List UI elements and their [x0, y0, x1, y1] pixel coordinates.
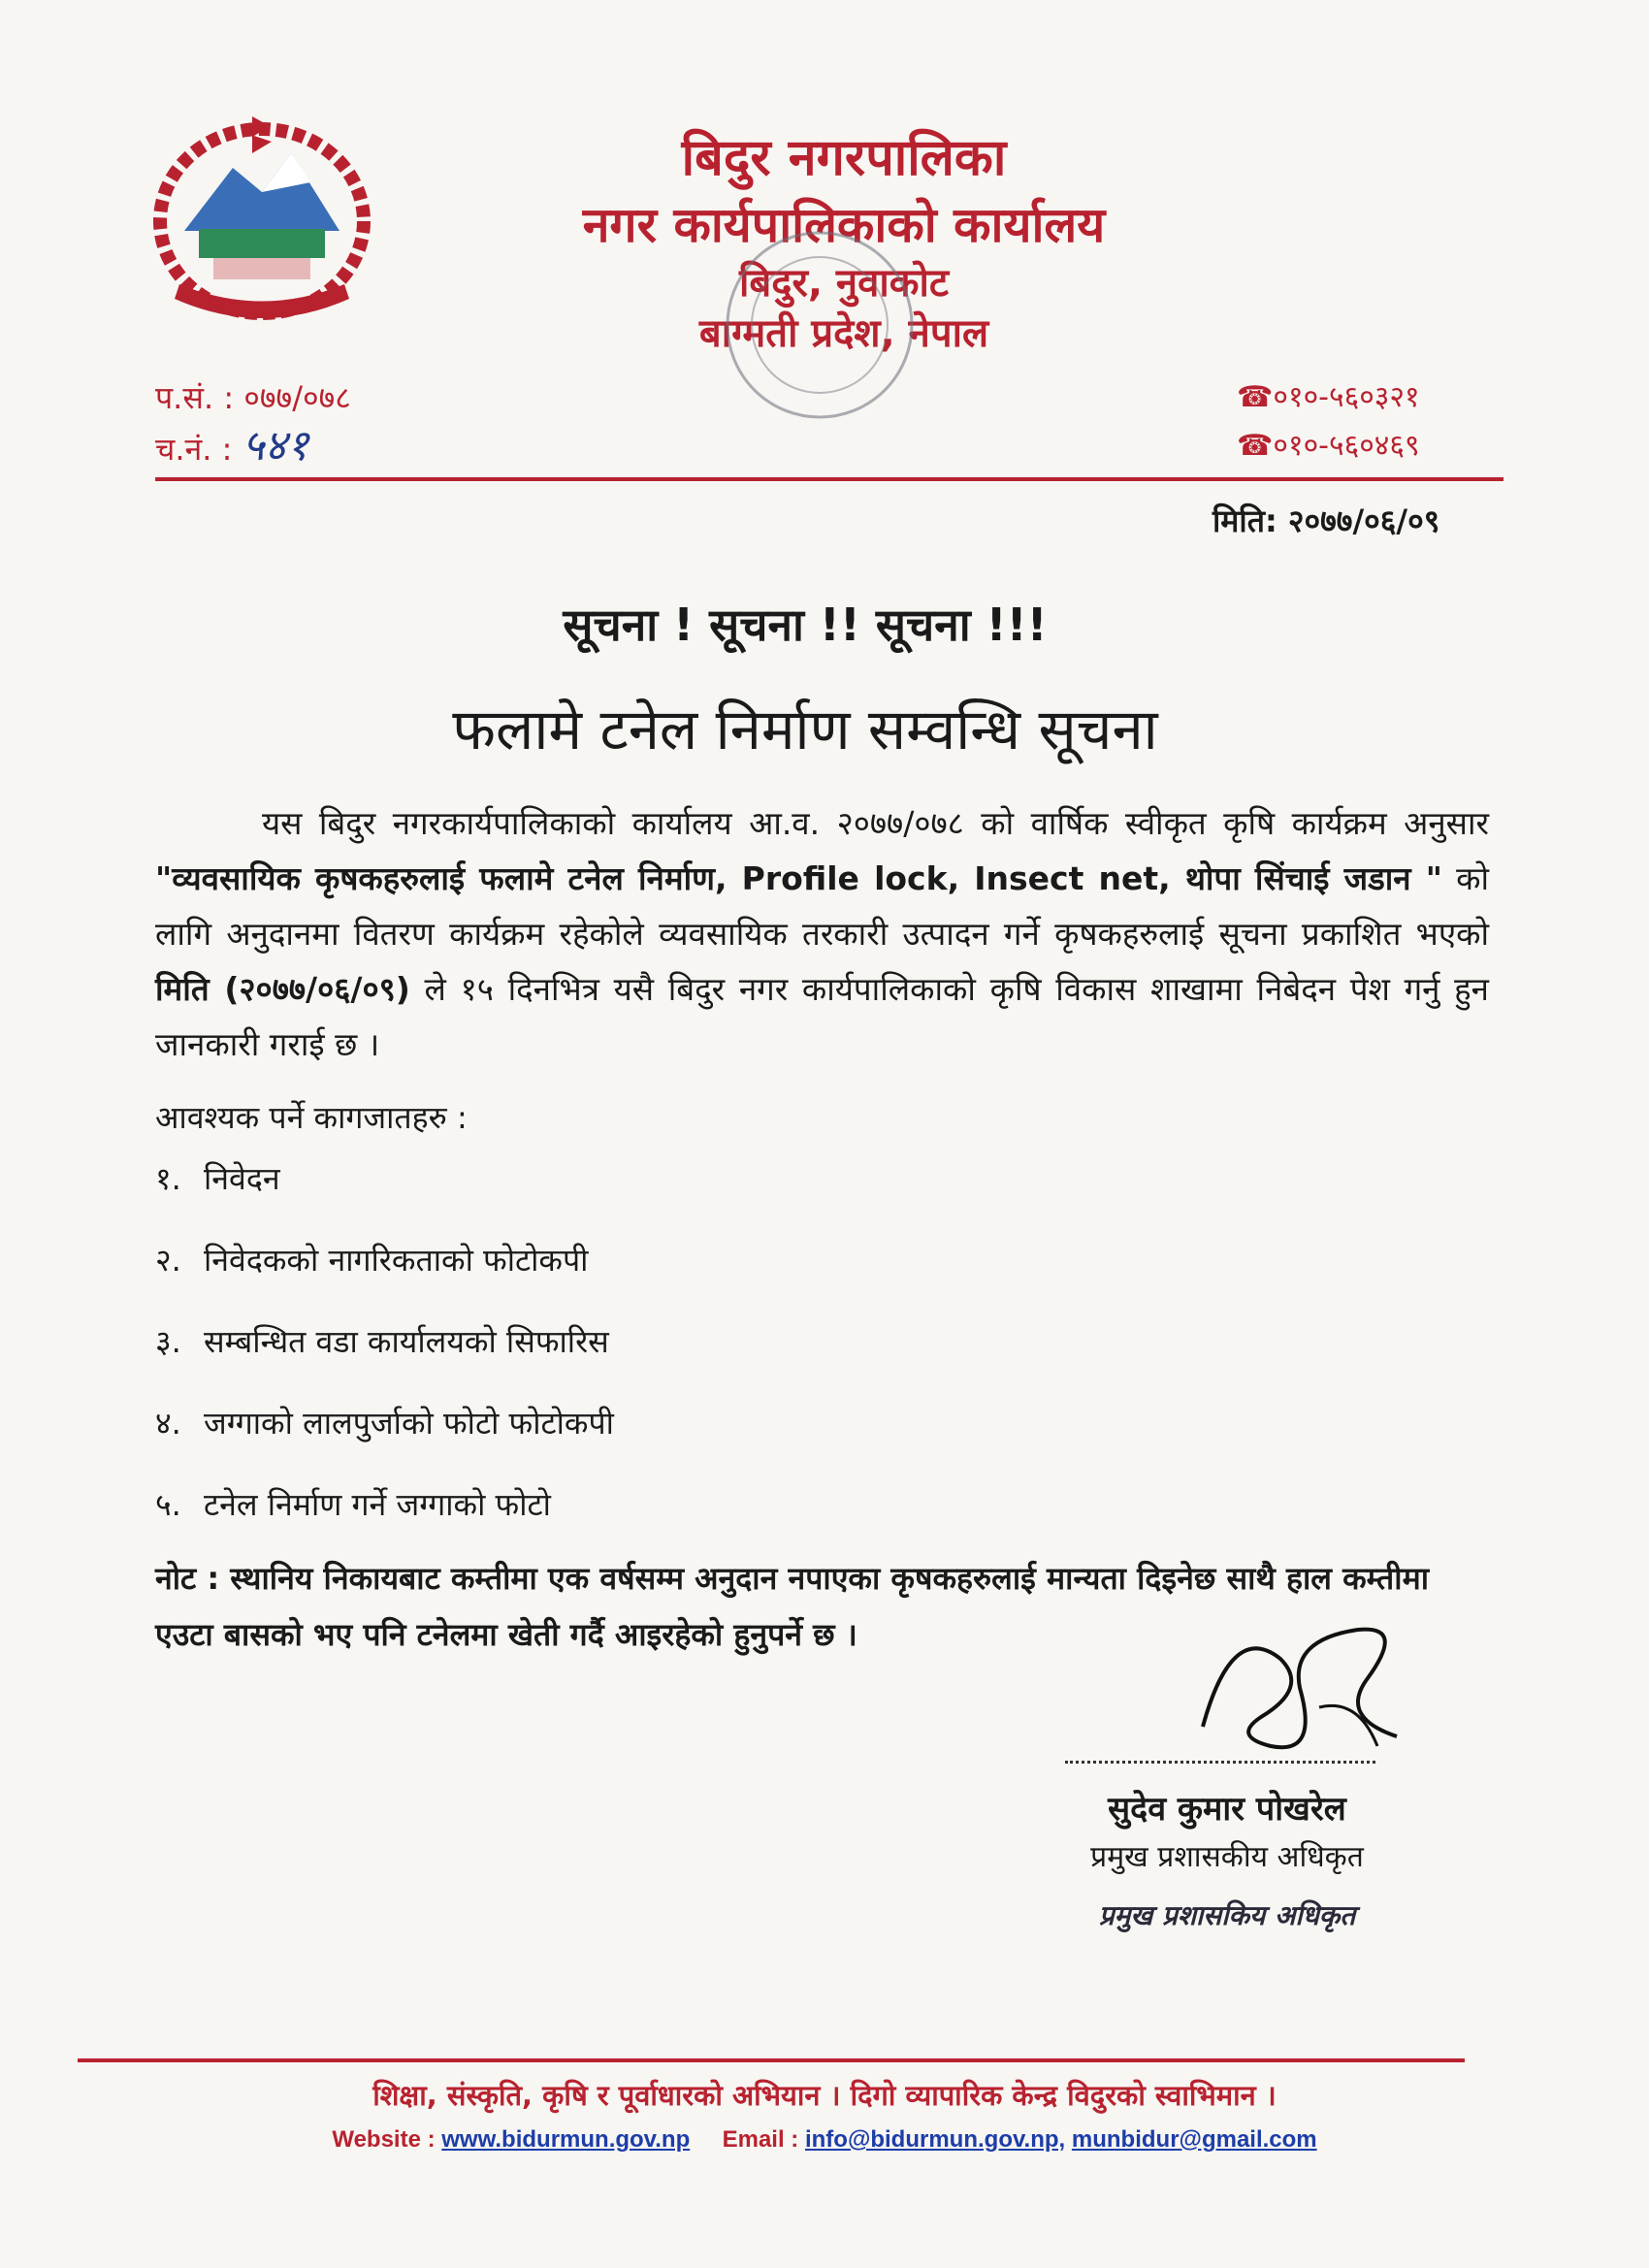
- body-part3: ले १५ दिनभित्र यसै बिदुर नगर कार्यपालिकाको कृषि विकास शाखामा निबेदन पेश गर्नु हुन जानकारी गराई छ ।: [155, 970, 1489, 1063]
- list-item: २. निवेदकको नागरिकताको फोटोकपी: [155, 1242, 589, 1279]
- documents-list: [155, 1159, 1222, 1567]
- phone-2: ☎०१०-५६०४६९: [1237, 429, 1420, 463]
- footer-contact: [0, 2126, 1649, 2154]
- notice-headline: सूचना ! सूचना !! सूचना !!!: [563, 599, 1048, 651]
- email-link-1[interactable]: info@bidurmun.gov.np,: [804, 2126, 1066, 2153]
- office-name: बिदुर नगरपालिका: [681, 129, 1007, 187]
- reference-block: [155, 373, 351, 473]
- signer-stamp: प्रमुख प्रशासकिय अधिकृत: [1098, 1899, 1356, 1931]
- signer-block: [1067, 1785, 1387, 1940]
- handwritten-signature-icon: [1174, 1601, 1426, 1766]
- office-address-line2: बाग्मती प्रदेश, नेपाल: [698, 311, 989, 356]
- nepal-emblem-icon: [146, 114, 378, 323]
- notice-body: [155, 795, 1489, 1072]
- list-item: १. निवेदन: [155, 1160, 280, 1197]
- email-link-2[interactable]: munbidur@gmail.com: [1071, 2126, 1317, 2153]
- website-label: Website :: [332, 2126, 436, 2153]
- signer-name: सुदेव कुमार पोखरेल: [1108, 1790, 1346, 1829]
- office-address-line1: बिदुर, नुवाकोट: [739, 261, 949, 306]
- dispatch-value: ५४१: [242, 421, 309, 470]
- dispatch-number: [155, 422, 351, 473]
- notice-title: फलामे टनेल निर्माण सम्वन्धि सूचना: [452, 697, 1158, 762]
- ref-label: प.सं. :: [155, 379, 235, 416]
- dispatch-label: च.नं. :: [155, 431, 233, 468]
- office-stamp-icon: [698, 223, 941, 427]
- list-item: ४. जग्गाको लालपुर्जाको फोटो फोटोकपी: [155, 1405, 614, 1442]
- office-subtitle: नगर कार्यपालिकाको कार्यालय: [582, 197, 1106, 253]
- list-item: ५. टनेल निर्माण गर्ने जग्गाको फोटो: [155, 1486, 551, 1523]
- documents-heading: आवश्यक पर्ने कागजातहरु :: [155, 1099, 468, 1136]
- body-bold-program: "व्यवसायिक कृषकहरुलाई फलामे टनेल निर्माण, Profile lock, Insect net, थोपा सिंचाई जडान ": [155, 859, 1442, 897]
- body-part1: यस बिदुर नगरकार्यपालिकाको कार्यालय आ.व. २०७७/०७८ को वार्षिक स्वीकृत कृषि कार्यक्रम अनुसार: [262, 804, 1489, 842]
- letter-date: मिति: २०७७/०६/०९: [1212, 502, 1440, 539]
- phone-1: ☎०१०-५६०३२१: [1237, 380, 1420, 414]
- email-label: Email :: [722, 2126, 799, 2153]
- website-link[interactable]: www.bidurmun.gov.np: [441, 2126, 691, 2153]
- notice-note: नोट : स्थानिय निकायबाट कम्तीमा एक वर्षसम्म अनुदान नपाएका कृषकहरुलाई मान्यता दिइनेछ साथै हाल कम्तीमा एउटा बासको भए पनि टनेलमा खेती गर्दै आइरहेको हुनुपर्ने छ ।: [155, 1560, 1429, 1653]
- ref-number: [155, 373, 351, 422]
- phone-block: [1237, 373, 1420, 470]
- signature-line: [1065, 1761, 1375, 1764]
- list-item: ३. सम्बन्धित वडा कार्यालयको सिफारिस: [155, 1323, 609, 1360]
- footer-slogan: शिक्षा, संस्कृति, कृषि र पूर्वाधारको अभियान । दिगो व्यापारिक केन्द्र विदुरको स्वाभिमान ।: [372, 2079, 1277, 2112]
- signer-title: प्रमुख प्रशासकीय अधिकृत: [1090, 1840, 1364, 1874]
- body-bold-date: मिति (२०७७/०६/०९): [155, 970, 410, 1008]
- header-divider: [155, 477, 1504, 481]
- ref-value: ०७७/०७८: [243, 379, 351, 416]
- footer-divider: [78, 2058, 1465, 2062]
- body-part2: को लागि अनुदानमा वितरण कार्यक्रम रहेकोले व्यवसायिक तरकारी उत्पादन गर्ने कृषकहरुलाई सूचना प्रकाशित भएको: [155, 859, 1489, 953]
